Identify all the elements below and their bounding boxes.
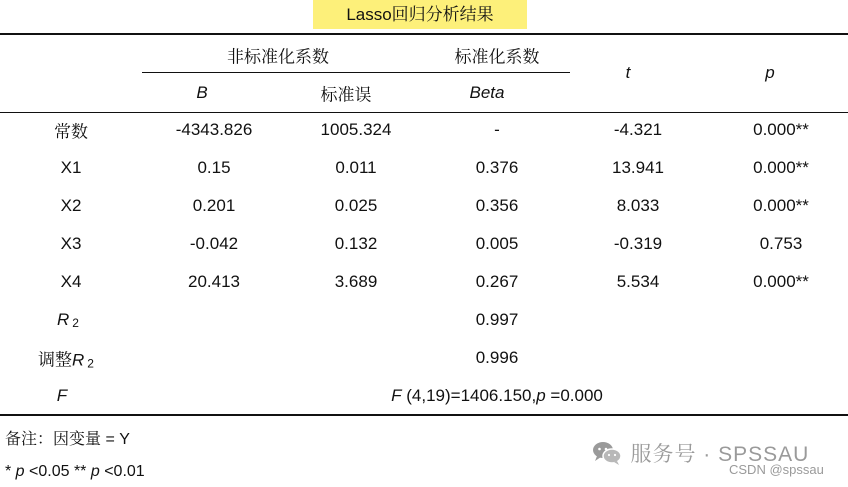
cell-b: 0.201	[192, 196, 236, 215]
cell-se: 1005.324	[320, 120, 392, 139]
header-col-beta: Beta	[469, 83, 505, 102]
cell-b: 0.15	[197, 158, 231, 177]
top-rule	[0, 33, 848, 35]
cell-p: 0.753	[759, 234, 803, 253]
cell-t: 5.534	[616, 272, 660, 291]
cell-b: -4343.826	[175, 120, 253, 139]
row-label: X4	[60, 272, 82, 291]
r2-subscript: 2	[72, 316, 79, 330]
group-rule-std	[414, 72, 570, 73]
row-label: 常数	[54, 122, 88, 142]
adj-r2-prefix: 调整	[38, 350, 73, 370]
note-significance	[5, 463, 145, 481]
f-stat-text: (4,19)=1406.150,	[401, 386, 537, 405]
sig-text2: <0.01	[99, 463, 145, 480]
header-col-se: 标准误	[320, 85, 372, 105]
cell-p: 0.000**	[753, 272, 809, 291]
wechat-icon	[592, 440, 622, 466]
cell-se: 0.011	[335, 158, 377, 177]
adj-r2-subscript: 2	[87, 356, 94, 371]
cell-beta: 0.005	[475, 234, 519, 253]
cell-b: 20.413	[188, 272, 240, 291]
cell-t: 8.033	[616, 196, 660, 215]
group-rule-unstd	[142, 72, 414, 73]
adj-r2-value: 0.996	[475, 348, 519, 367]
watermark-brand: 服务号 · SPSSAU	[630, 443, 810, 466]
sig-p2: p	[90, 463, 100, 480]
f-symbol: F	[391, 386, 402, 405]
table-title: Lasso回归分析结果	[313, 0, 527, 29]
cell-t: -0.319	[613, 234, 663, 253]
r2-value: 0.997	[475, 310, 519, 329]
r2-symbol: R	[57, 310, 70, 329]
cell-beta: 0.376	[475, 158, 519, 177]
row-label: X3	[60, 234, 82, 253]
row-label: X2	[60, 196, 82, 215]
cell-se: 0.132	[334, 234, 378, 253]
cell-b: -0.042	[189, 234, 239, 253]
header-group-unstandardized: 非标准化系数	[227, 47, 329, 67]
f-p-symbol: p	[536, 386, 546, 405]
row-label: X1	[60, 158, 82, 177]
cell-p: 0.000**	[753, 158, 809, 177]
cell-beta: 0.356	[475, 196, 519, 215]
header-col-b: B	[196, 83, 208, 102]
header-bottom-rule	[0, 112, 848, 113]
cell-t: 13.941	[612, 158, 664, 177]
cell-beta: 0.267	[475, 272, 519, 291]
header-group-standardized: 标准化系数	[454, 47, 540, 67]
table-bottom-rule	[0, 414, 848, 416]
f-label: F	[56, 386, 68, 405]
sig-star: *	[5, 463, 16, 480]
header-col-t: t	[625, 63, 631, 82]
sig-p1: p	[15, 463, 25, 480]
cell-se: 3.689	[334, 272, 378, 291]
csdn-watermark: CSDN @spssau	[729, 462, 824, 477]
adj-r2-symbol: R	[72, 350, 85, 370]
adj-r2-label	[38, 346, 94, 371]
note-dependent: 备注：因变量 = Y	[5, 431, 130, 448]
cell-p: 0.000**	[753, 120, 809, 139]
cell-se: 0.025	[334, 196, 378, 215]
cell-t: -4.321	[613, 120, 663, 139]
sig-text1: <0.05 **	[24, 463, 91, 480]
r2-label	[57, 310, 79, 330]
f-p-text: =0.000	[545, 386, 603, 405]
cell-p: 0.000**	[753, 196, 809, 215]
f-statistic	[391, 386, 603, 406]
cell-beta: -	[494, 120, 500, 139]
header-col-p: p	[765, 63, 775, 82]
